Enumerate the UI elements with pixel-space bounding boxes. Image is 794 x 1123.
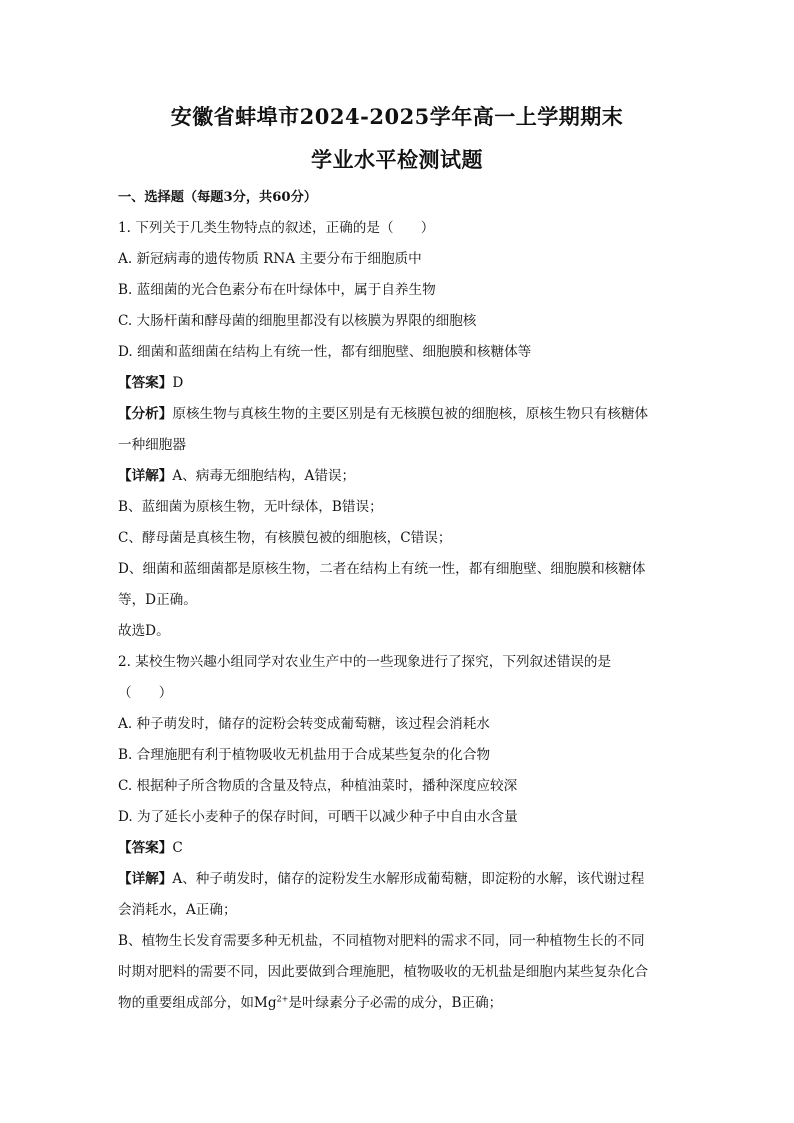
q1-analysis-tag: 【分析】 [118, 406, 173, 422]
section-heading: 一、选择题（每题3分，共60分） [118, 190, 317, 205]
document-title-line1: 安徽省蚌埠市2024-2025学年高一上学期期末 [170, 104, 624, 129]
q1-detail-a: A、病毒无细胞结构，A错误； [172, 468, 356, 484]
q2-stem-cont: （ ） [118, 685, 173, 701]
q1-detail-d: D、细菌和蓝细菌都是原核生物，二者在结构上有统一性，都有细胞壁、细胞膜和核糖体 [118, 561, 646, 577]
q1-analysis [118, 399, 678, 430]
q2-detail-tag: 【详解】 [118, 871, 173, 887]
q2-detail [118, 864, 678, 895]
q2-detail-b-cont2 [118, 988, 678, 1019]
q2-detail-b-sup: 2+ [276, 994, 289, 1004]
q2-answer-value: C [172, 840, 183, 856]
q1-answer-tag: 【答案】 [118, 375, 173, 391]
q1-detail-c: C、酵母菌是真核生物，有核膜包被的细胞核，C错误； [118, 530, 452, 546]
document-title-line2: 学业水平检测试题 [311, 147, 483, 172]
q1-option-c: C. 大肠杆菌和酵母菌的细胞里都没有以核膜为界限的细胞核 [118, 313, 477, 329]
q1-analysis-cont: 一种细胞器 [118, 437, 186, 453]
q2-stem: 2. 某校生物兴趣小组同学对农业生产中的一些现象进行了探究，下列叙述错误的是 [118, 654, 612, 670]
q2-detail-b-pre: 物的重要组成部分，如Mg [118, 995, 277, 1011]
q2-detail-b-post: 是叶绿素分子必需的成分，B正确； [288, 995, 503, 1011]
q1-stem: 1. 下列关于几类生物特点的叙述，正确的是（ ） [118, 220, 435, 236]
q2-detail-b-cont1: 时期对肥料的需要不同，因此要做到合理施肥，植物吸收的无机盐是细胞内某些复杂化合 [118, 964, 649, 980]
document-body [118, 182, 678, 1019]
q2-option-b: B. 合理施肥有利于植物吸收无机盐用于合成某些复杂的化合物 [118, 747, 491, 763]
q1-detail-tag: 【详解】 [118, 468, 173, 484]
q2-detail-a: A、种子萌发时，储存的淀粉发生水解形成葡萄糖，即淀粉的水解，该代谢过程 [172, 871, 645, 887]
q1-detail-b: B、蓝细菌为原核生物，无叶绿体，B错误； [118, 499, 383, 515]
q2-option-d: D. 为了延长小麦种子的保存时间，可晒干以减少种子中自由水含量 [118, 809, 518, 825]
q2-detail-b: B、植物生长发育需要多种无机盐，不同植物对肥料的需求不同，同一种植物生长的不同 [118, 933, 645, 949]
q1-option-d: D. 细菌和蓝细菌在结构上有统一性，都有细胞壁、细胞膜和核糖体等 [118, 344, 532, 360]
q2-option-a: A. 种子萌发时，储存的淀粉会转变成葡萄糖，该过程会消耗水 [118, 716, 490, 732]
q2-detail-a-cont: 会消耗水，A正确； [118, 902, 237, 918]
q2-option-c: C. 根据种子所含物质的含量及特点，种植油菜时，播种深度应较深 [118, 778, 518, 794]
q1-conclusion: 故选D。 [118, 623, 170, 639]
q1-analysis-text: 原核生物与真核生物的主要区别是有无核膜包被的细胞核，原核生物只有核糖体 [172, 406, 649, 422]
q1-option-b: B. 蓝细菌的光合色素分布在叶绿体中，属于自养生物 [118, 282, 436, 298]
q1-answer-value: D [172, 375, 184, 391]
q1-option-a: A. 新冠病毒的遗传物质 RNA 主要分布于细胞质中 [118, 251, 422, 267]
q1-detail [118, 461, 678, 492]
q1-answer [118, 368, 678, 399]
q1-detail-d-cont: 等，D正确。 [118, 592, 197, 608]
q2-answer-tag: 【答案】 [118, 840, 173, 856]
q2-answer [118, 833, 678, 864]
